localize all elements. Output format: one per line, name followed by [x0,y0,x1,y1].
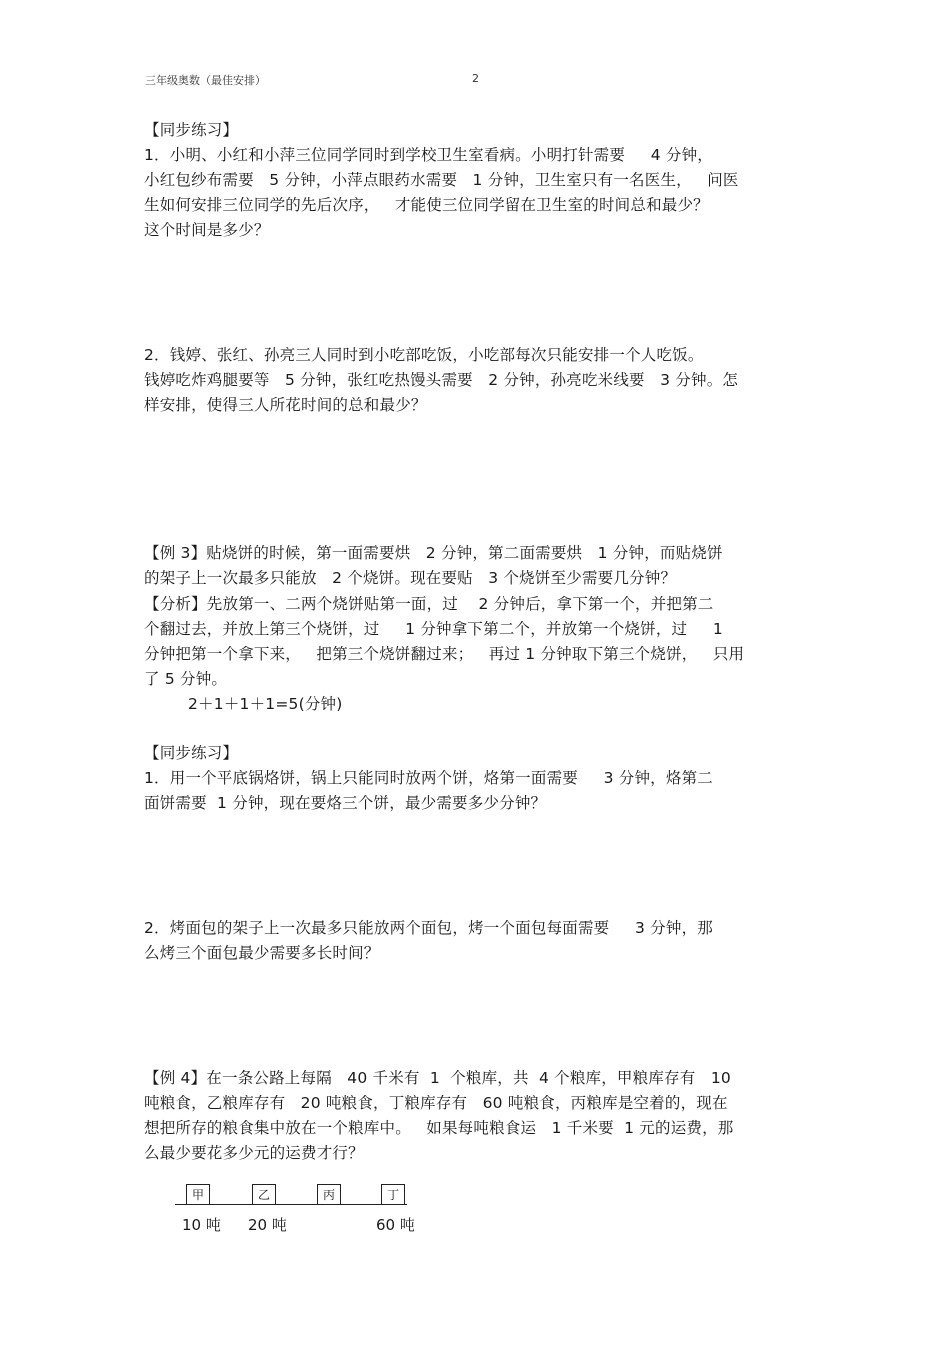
document-header-title: 三年级奥数（最佳安排） [145,74,266,87]
depot-yi-amount: 20 吨 [248,1216,287,1234]
example-3-heading: 【例 3】贴烧饼的时候，第一面需要烘 2 分钟，第二面需要烘 1 分钟，而贴烧饼 [144,544,723,562]
text-line: 生如何安排三位同学的先后次序， 才能使三位同学留在卫生室的时间总和最少？ [144,196,709,214]
text-line: 1．用一个平底锅烙饼，锅上只能同时放两个饼，烙第一面需要 3 分钟，烙第二 [144,769,713,787]
text-line: 的架子上一次最多只能放 2 个烧饼。现在要贴 3 个烧饼至少需要几分钟？ [144,569,677,587]
text-line: 么最少要花多少元的运费才行？ [144,1144,364,1162]
example-4-heading: 【例 4】在一条公路上每隔 40 千米有 1 个粮库，共 4 个粮库，甲粮库存有 10 [144,1069,731,1087]
depot-jia-amount: 10 吨 [182,1216,221,1234]
text-line: 吨粮食，乙粮库存有 20 吨粮食，丁粮库存有 60 吨粮食，丙粮库是空着的，现在 [144,1094,728,1112]
text-line: 了 5 分钟。 [144,670,228,688]
text-line: 2．烤面包的架子上一次最多只能放两个面包，烤一个面包每面需要 3 分钟，那 [144,919,713,937]
text-line: 面饼需要 1 分钟，现在要烙三个饼，最少需要多少分钟？ [144,794,547,812]
depot-ding-amount: 60 吨 [376,1216,415,1234]
depot-bing-box: 丙 [317,1184,341,1204]
formula-line: 2＋1＋1＋1=5(分钟) [188,695,343,713]
page-number: 2 [472,72,479,85]
depot-ding-box: 丁 [381,1184,405,1204]
text-line: 样安排，使得三人所花时间的总和最少？ [144,396,427,414]
analysis-line: 【分析】先放第一、二两个烧饼贴第一面，过 2 分钟后，拿下第一个，并把第二 [144,595,714,613]
text-line: 个翻过去，并放上第三个烧饼，过 1 分钟拿下第二个，并放第一个烧饼，过 1 [144,620,723,638]
text-line: 钱婷吃炸鸡腿要等 5 分钟，张红吃热馒头需要 2 分钟，孙亮吃米线要 3 分钟。怎 [144,371,739,389]
depot-jia-box: 甲 [186,1184,210,1204]
text-line: 小红包纱布需要 5 分钟，小萍点眼药水需要 1 分钟，卫生室只有一名医生， 问医 [144,171,739,189]
depot-yi-box: 乙 [252,1184,276,1204]
text-line: 想把所存的粮食集中放在一个粮库中。 如果每吨粮食运 1 千米要 1 元的运费，那 [144,1119,734,1137]
depot-diagram [170,1180,430,1240]
text-line: 这个时间是多少？ [144,221,270,239]
text-line: 分钟把第一个拿下来， 把第三个烧饼翻过来； 再过 1 分钟取下第三个烧饼， 只用 [144,645,745,663]
section-heading-practice: 【同步练习】 [144,121,239,139]
road-line [175,1204,407,1205]
text-line: 1．小明、小红和小萍三位同学同时到学校卫生室看病。小明打针需要 4 分钟， [144,146,713,164]
section-heading-practice: 【同步练习】 [144,744,239,762]
text-line: 么烤三个面包最少需要多长时间？ [144,944,380,962]
text-line: 2．钱婷、张红、孙亮三人同时到小吃部吃饭，小吃部每次只能安排一个人吃饭。 [144,346,704,364]
